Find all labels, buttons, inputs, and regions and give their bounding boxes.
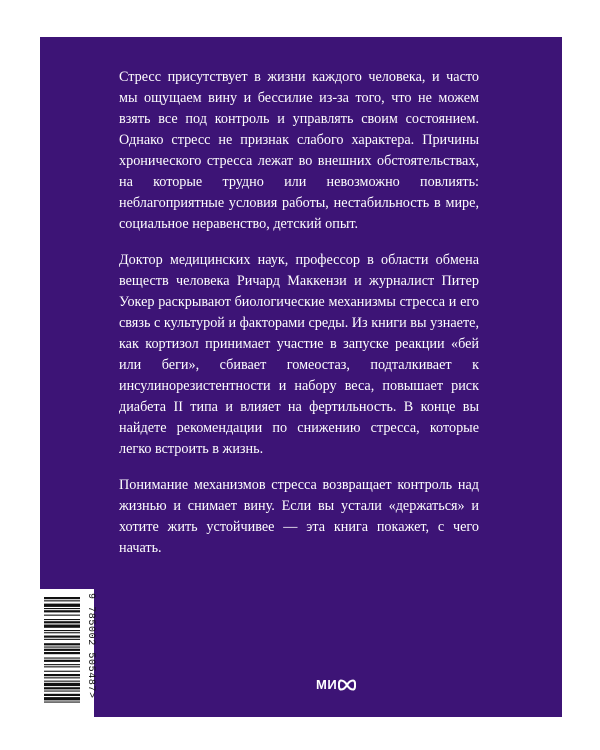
barcode-bar (44, 610, 80, 612)
barcode-bar (44, 664, 80, 665)
barcode-bar (44, 658, 80, 659)
barcode-bar (44, 697, 80, 700)
barcode-number: 9 785002 505487 (85, 593, 96, 693)
barcode-bar (44, 621, 80, 623)
barcode-bar (44, 691, 80, 692)
barcode-bar (44, 604, 80, 607)
barcode-bar (44, 666, 80, 667)
annotation-text (119, 67, 479, 559)
barcode-bar (44, 674, 80, 676)
barcode-bar (44, 681, 80, 682)
barcode-bar (44, 647, 80, 648)
barcode-bar (44, 600, 80, 601)
barcode-bar (44, 597, 80, 599)
barcode-bar (44, 615, 80, 616)
back-cover (40, 37, 562, 717)
barcode-bar (44, 671, 80, 672)
barcode-bar (44, 652, 80, 654)
barcode-bar (44, 608, 80, 609)
infinity-icon (338, 679, 356, 691)
annotation-paragraph-1: Стресс присутствует в жизни каждого человека, и часто мы ощущаем вину и бессилие из-за того, что не можем взять все под контроль и управлять своим состоянием. Однако стресс не признак слабого характера. Причины хронического стресса лежат во внешних обстоятельствах, на которые трудно или невозможно повлиять: неблагоприятные условия работы, нестабильность в мире, социальное неравенство, детский опыт. (119, 69, 479, 232)
barcode-bar (44, 625, 80, 628)
barcode-bar (44, 636, 80, 638)
barcode-bar (44, 649, 80, 651)
publisher-logo (316, 676, 356, 694)
annotation-paragraph-2: Доктор медицинских наук, профессор в области обмена веществ человека Ричард Маккензи и журналист Питер Уокер раскрывают биологические механизмы стресса и его связь с культурой и факторами среды. Из книги вы узнаете, как кортизол принимает участие в запуске реакции «бей или беги», сбивает гомеостаз, подталкивает к инсулинорезистентности и набору веса, повышает риск диабета II типа и влияет на фертильность. В конце вы найдете рекомендации по снижению стресса, которые легко встроить в жизнь. (119, 252, 479, 457)
barcode-bar (44, 619, 80, 620)
barcode-bar (44, 630, 80, 631)
barcode-bar (44, 632, 80, 633)
barcode-digits (84, 593, 96, 717)
annotation-paragraph-3: Понимание механизмов стресса возвращает контроль над жизнью и снимает вину. Если вы устали «держаться» и хотите жить устойчивее — эта книга покажет, с чего начать. (119, 477, 479, 556)
barcode-bar (44, 683, 80, 686)
barcode-bar (44, 639, 80, 640)
barcode-bar (44, 702, 80, 703)
barcode-bar (44, 660, 80, 662)
barcode (40, 589, 94, 717)
barcode-bar (44, 694, 80, 696)
barcode-bar (44, 687, 80, 689)
barcode-bar (44, 677, 80, 678)
barcode-guard: > (85, 692, 96, 699)
publisher-logo-text: МИ (316, 677, 338, 692)
barcode-bar (44, 643, 80, 645)
